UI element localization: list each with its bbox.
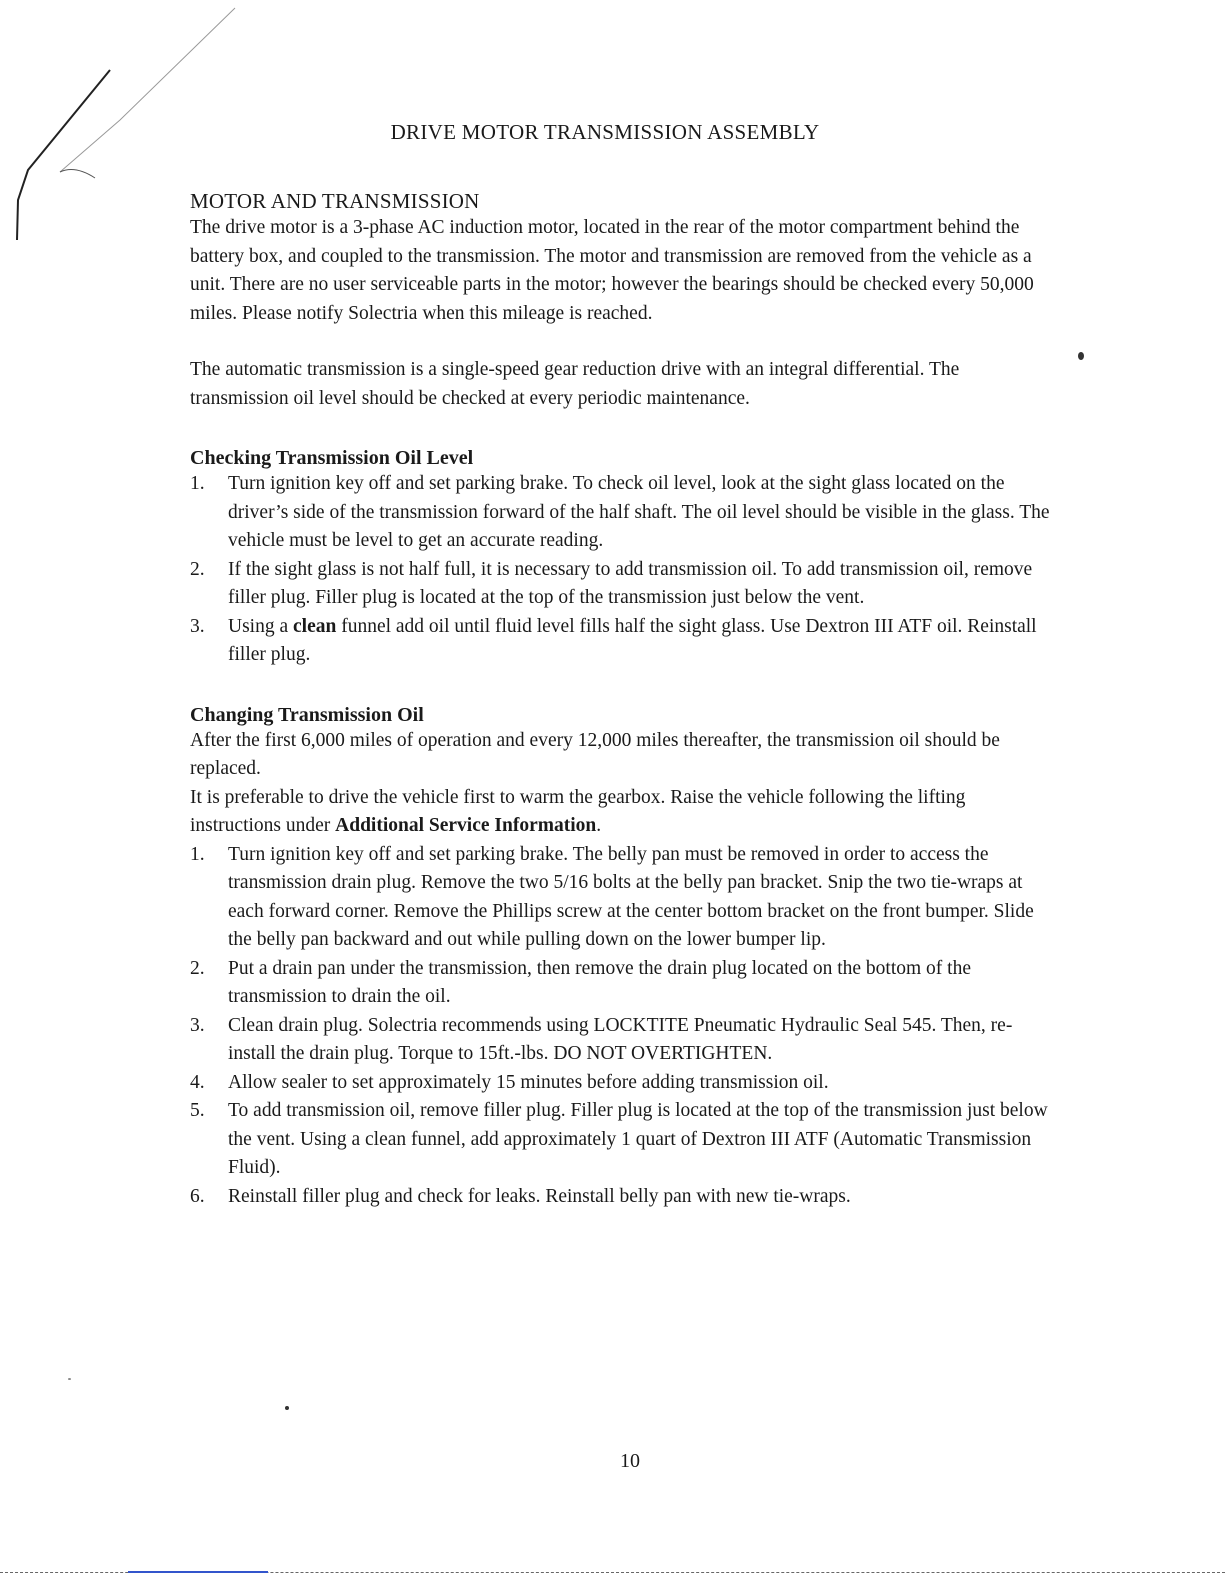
scan-bottom-mark xyxy=(128,1571,268,1573)
step-text: Turn ignition key off and set parking brake. The belly pan must be removed in order to access the transmission drain plug. Remove the two 5/16 bolts at the belly pan bracket. Snip the two tie-wraps at each forward corner. Remove the Phillips screw at the center bottom bracket on the front bumper. Slide the belly pan backward and out while pulling down on the lower bumper lip. xyxy=(228,843,1034,950)
page-number: 10 xyxy=(620,1450,640,1472)
step-text: Allow sealer to set approximately 15 minutes before adding transmission oil. xyxy=(228,1071,829,1093)
checking-oil-heading: Checking Transmission Oil Level xyxy=(190,447,474,469)
step-text: Reinstall filler plug and check for leaks. Reinstall belly pan with new tie-wraps. xyxy=(228,1185,851,1207)
step-number: 6. xyxy=(190,1185,205,1207)
step-number: 5. xyxy=(190,1100,205,1121)
motor-paragraph-1: The drive motor is a 3-phase AC induction motor, located in the rear of the motor compartment behind the battery box, and coupled to the transmission. The motor and transmission are removed from the vehicle as a unit. There are no user serviceable parts in the motor; however the bearings should be checked every 50,000 miles. Please notify Solectria when this mileage is reached. xyxy=(190,217,1034,324)
changing-paragraph-2 xyxy=(190,784,1050,841)
page-body xyxy=(190,120,1050,1211)
scan-speck xyxy=(1078,352,1084,360)
step-number: 3. xyxy=(190,615,205,637)
changing-steps-list xyxy=(190,841,1050,1212)
list-item xyxy=(190,613,1050,670)
step-text: Turn ignition key off and set parking brake. To check oil level, look at the sight glass located on the driver’s side of the transmission forward of the half shaft. The oil level should be visible in the glass. The vehicle must be level to get an accurate reading. xyxy=(228,473,1050,551)
checking-steps-list xyxy=(190,470,1050,670)
step-text: Put a drain pan under the transmission, then remove the drain plug located on the bottom of the transmission to drain the oil. xyxy=(228,957,971,1007)
step-number: 1. xyxy=(190,473,205,494)
step-text-bold: clean xyxy=(293,615,337,637)
paragraph-text-before: It is preferable to drive the vehicle first to warm the gearbox. Raise the vehicle following the lifting instructions under xyxy=(190,786,966,836)
scan-speck xyxy=(285,1406,289,1410)
step-number: 2. xyxy=(190,957,205,979)
list-item xyxy=(190,1183,1050,1212)
scan-speck xyxy=(68,1378,71,1380)
step-number: 2. xyxy=(190,558,205,580)
page-title: DRIVE MOTOR TRANSMISSION ASSEMBLY xyxy=(390,120,820,144)
list-item xyxy=(190,955,1050,1012)
step-text: Clean drain plug. Solectria recommends using LOCKTITE Pneumatic Hydraulic Seal 545. Then, re-install the drain plug. Torque to 15ft.-lbs. DO NOT OVERTIGHTEN. xyxy=(228,1014,1013,1064)
list-item xyxy=(190,1012,1050,1069)
paragraph-text-after: . xyxy=(596,815,602,836)
step-text: If the sight glass is not half full, it is necessary to add transmission oil. To add transmission oil, remove filler plug. Filler plug is located at the top of the transmission just below the vent. xyxy=(228,558,1033,608)
list-item xyxy=(190,556,1050,613)
list-item xyxy=(190,1069,1050,1098)
step-number: 3. xyxy=(190,1014,205,1036)
motor-section-heading: MOTOR AND TRANSMISSION xyxy=(190,189,480,213)
step-number: 1. xyxy=(190,843,205,865)
list-item xyxy=(190,1097,1050,1183)
changing-paragraph-1: After the first 6,000 miles of operation and every 12,000 miles thereafter, the transmission oil should be replaced. xyxy=(190,729,1000,779)
list-item xyxy=(190,470,1050,556)
step-text-before: Using a xyxy=(228,615,293,637)
step-text-after: funnel add oil until fluid level fills half the sight glass. Use Dextron III ATF oil. Reinstall filler plug. xyxy=(228,615,1037,665)
additional-service-reference: Additional Service Information xyxy=(335,815,597,836)
step-text: To add transmission oil, remove filler plug. Filler plug is located at the top of the transmission just below the vent. Using a clean funnel, add approximately 1 quart of Dextron III ATF (Automatic Transmission Fluid). xyxy=(228,1100,1048,1178)
changing-oil-heading: Changing Transmission Oil xyxy=(190,703,424,726)
list-item xyxy=(190,841,1050,955)
motor-paragraph-2: The automatic transmission is a single-speed gear reduction drive with an integral differential. The transmission oil level should be checked at every periodic maintenance. xyxy=(190,359,960,409)
step-number: 4. xyxy=(190,1071,205,1093)
